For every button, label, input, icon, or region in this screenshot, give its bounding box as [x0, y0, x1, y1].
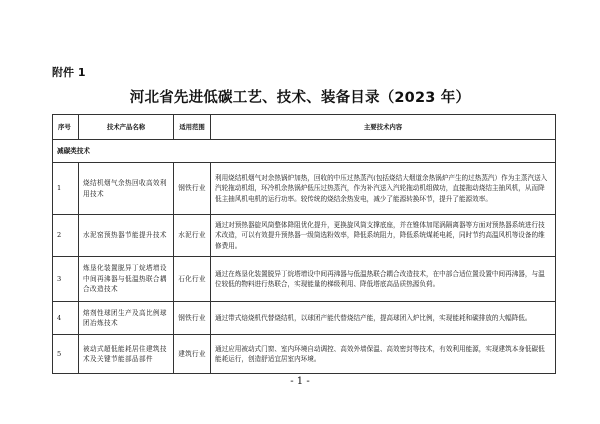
- table-row: [53, 257, 556, 302]
- row-number: 2: [53, 215, 79, 257]
- technology-catalog-table: [52, 114, 556, 374]
- row-scope: 石化行业: [174, 257, 211, 302]
- table-row: [53, 163, 556, 215]
- row-scope: 水泥行业: [174, 215, 211, 257]
- row-content: 通过带式焙烧机代替烧结机，以球团产能代替烧结产能，提高球团入炉比例，实现能耗和碳排放的大幅降低。: [211, 302, 556, 335]
- row-name: 烧结机烟气余热回收高效利用技术: [79, 163, 174, 215]
- section-row: [53, 140, 556, 163]
- row-number: 4: [53, 302, 79, 335]
- row-scope: 钢铁行业: [174, 302, 211, 335]
- attachment-label: 附件 1: [52, 66, 86, 79]
- table-row: [53, 215, 556, 257]
- row-content: 通过对预热器旋风筒整体降阻优化提升，更换旋风筒支撑底座，并在锥体加尾涡隔离器等方面对预热器系统进行技术改造，可以有效提升预热器一级筒选粉效率，降低系统阻力，降低系统煤耗电耗，同时节约高温风机等设备的维修费用。: [211, 215, 556, 257]
- table-header-row: [53, 115, 556, 140]
- document-title: 河北省先进低碳工艺、技术、装备目录（2023 年）: [129, 90, 471, 106]
- row-content: 通过应用被动式门窗、室内环境自动调控、高效外墙保温、高效密封等技术，有效利用能源，实现建筑本身低碳低能耗运行，创造舒适宜居室内环境。: [211, 335, 556, 374]
- header-main-content: 主要技术内容: [211, 115, 556, 140]
- table-row: [53, 335, 556, 374]
- row-content: 利用烧结机烟气对余热锅炉加热，回收的中压过热蒸汽(包括烧结大烟道余热锅炉产生的过热蒸汽）作为主蒸汽送入汽轮拖动机组，环冷机余热锅炉低压过热蒸汽，作为补汽送入汽轮拖动机组做功，直接拖动烧结主抽风机，从而降低主抽风机电机的运行功率。较传统的烧结余热发电，减少了能源转换环节，提升了能源效率。: [211, 163, 556, 215]
- section-label: 减碳类技术: [53, 140, 556, 163]
- row-scope: 钢铁行业: [174, 163, 211, 215]
- page-number: - 1 -: [290, 376, 310, 387]
- row-scope: 建筑行业: [174, 335, 211, 374]
- table-row: [53, 302, 556, 335]
- header-serial-number: 序号: [53, 115, 79, 140]
- header-product-name: 技术产品名称: [79, 115, 174, 140]
- row-name: 水泥窑预热器节能提升技术: [79, 215, 174, 257]
- row-name: 熔剂性球团生产及高比例球团冶炼技术: [79, 302, 174, 335]
- row-name: 被动式超低能耗居住建筑技术及关键节能部品部件: [79, 335, 174, 374]
- row-content: 通过在炼垦化装置脱异丁烷塔增设中间再沸器与低温热联合耦合改造技术，在中部合适位置设置中间再沸器，与温位较低的物料进行热联合，实现能量的梯级利用、降低塔底高品质热源负荷。: [211, 257, 556, 302]
- row-number: 1: [53, 163, 79, 215]
- row-number: 5: [53, 335, 79, 374]
- row-name: 炼垦化装置脱异丁烷塔增设中间再沸器与低温热联合耦合改造技术: [79, 257, 174, 302]
- header-scope: 适用范围: [174, 115, 211, 140]
- row-number: 3: [53, 257, 79, 302]
